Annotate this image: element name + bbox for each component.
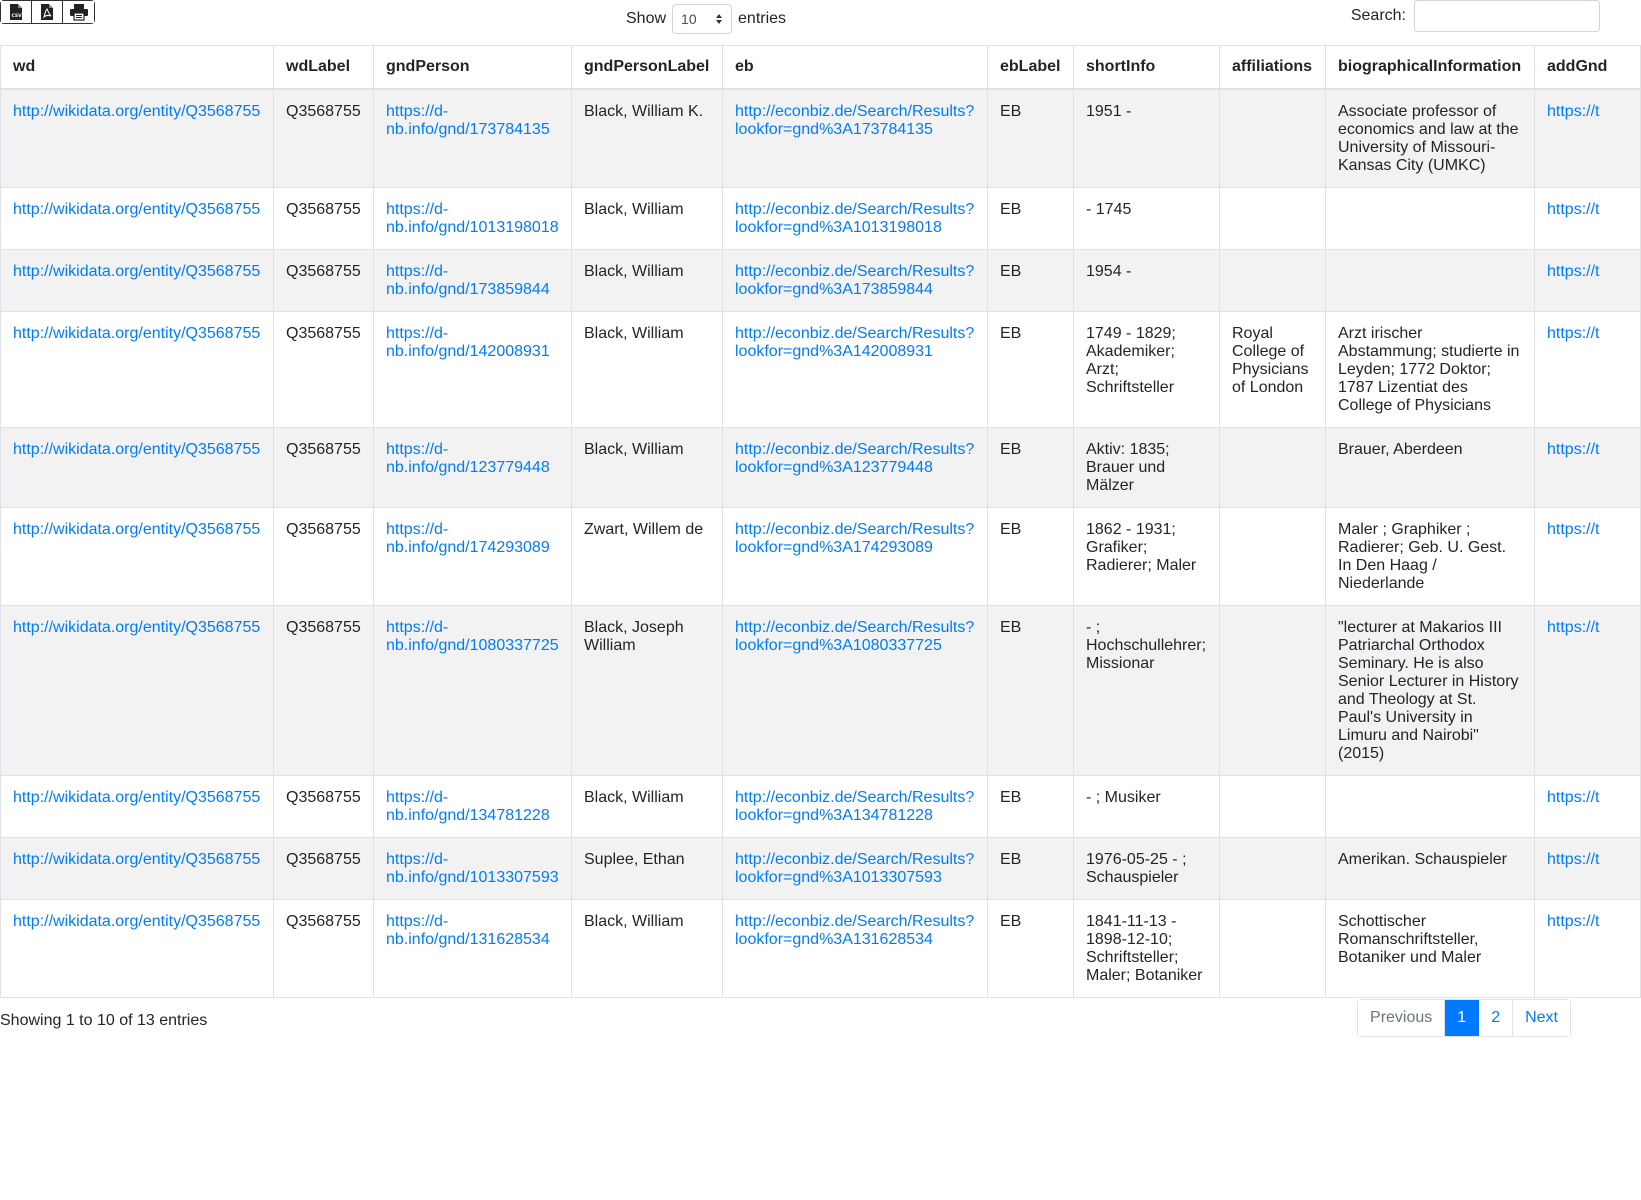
- cell-biographicalInformation: Associate professor of economics and law at the University of Missouri-Kansas City (UMKC): [1326, 89, 1535, 188]
- table-row: [1, 900, 1641, 998]
- column-header-biographicalInformation[interactable]: biographicalInformation: [1326, 46, 1535, 90]
- cell-gndPerson: [374, 250, 572, 312]
- link-addGnd[interactable]: https://t: [1547, 851, 1600, 868]
- cell-gndPersonLabel: Black, William K.: [572, 89, 723, 188]
- cell-shortInfo: 1862 - 1931; Grafiker; Radierer; Maler: [1074, 508, 1220, 606]
- column-header-addGnd[interactable]: addGnd: [1535, 46, 1641, 90]
- cell-affiliations: [1220, 428, 1326, 508]
- cell-gndPerson: [374, 838, 572, 900]
- cell-addGnd: [1535, 89, 1641, 188]
- cell-gndPersonLabel: Black, William: [572, 428, 723, 508]
- cell-gndPerson: [374, 312, 572, 428]
- link-wd[interactable]: http://wikidata.org/entity/Q3568755: [13, 263, 261, 280]
- cell-gndPersonLabel: Black, William: [572, 250, 723, 312]
- link-eb[interactable]: http://econbiz.de/Search/Results?lookfor=gnd%3A1013198018: [735, 201, 975, 236]
- link-wd[interactable]: http://wikidata.org/entity/Q3568755: [13, 619, 261, 636]
- cell-gndPersonLabel: Black, William: [572, 312, 723, 428]
- link-wd[interactable]: http://wikidata.org/entity/Q3568755: [13, 103, 261, 120]
- cell-ebLabel: EB: [988, 900, 1074, 998]
- cell-shortInfo: 1749 - 1829; Akademiker; Arzt; Schriftsteller: [1074, 312, 1220, 428]
- link-eb[interactable]: http://econbiz.de/Search/Results?lookfor=gnd%3A173859844: [735, 263, 975, 298]
- cell-addGnd: [1535, 838, 1641, 900]
- next-page-button[interactable]: Next: [1513, 1000, 1570, 1036]
- print-button[interactable]: [63, 1, 94, 23]
- link-gndPerson[interactable]: https://d-nb.info/gnd/174293089: [386, 521, 550, 556]
- print-icon: [70, 4, 88, 20]
- cell-gndPersonLabel: Black, William: [572, 900, 723, 998]
- cell-addGnd: [1535, 606, 1641, 776]
- previous-page-button[interactable]: Previous: [1358, 1000, 1445, 1036]
- link-eb[interactable]: http://econbiz.de/Search/Results?lookfor=gnd%3A123779448: [735, 441, 975, 476]
- cell-eb: [723, 900, 988, 998]
- cell-wdLabel: Q3568755: [274, 606, 374, 776]
- cell-addGnd: [1535, 188, 1641, 250]
- export-button-group: [0, 0, 95, 24]
- link-wd[interactable]: http://wikidata.org/entity/Q3568755: [13, 441, 261, 458]
- column-header-shortInfo[interactable]: shortInfo: [1074, 46, 1220, 90]
- pdf-export-button[interactable]: [32, 1, 63, 23]
- cell-wd: [1, 89, 274, 188]
- link-gndPerson[interactable]: https://d-nb.info/gnd/173784135: [386, 103, 550, 138]
- cell-shortInfo: 1841-11-13 - 1898-12-10; Schriftsteller; Maler; Botaniker: [1074, 900, 1220, 998]
- cell-eb: [723, 250, 988, 312]
- link-addGnd[interactable]: https://t: [1547, 201, 1600, 218]
- table-row: [1, 838, 1641, 900]
- svg-text:CSV: CSV: [11, 14, 22, 19]
- cell-affiliations: [1220, 838, 1326, 900]
- cell-wdLabel: Q3568755: [274, 508, 374, 606]
- csv-export-button[interactable]: [1, 1, 32, 23]
- cell-gndPerson: [374, 508, 572, 606]
- cell-wd: [1, 428, 274, 508]
- cell-ebLabel: EB: [988, 89, 1074, 188]
- cell-eb: [723, 508, 988, 606]
- pdf-file-icon: [40, 4, 54, 20]
- table-row: [1, 312, 1641, 428]
- cell-shortInfo: 1976-05-25 - ; Schauspieler: [1074, 838, 1220, 900]
- link-gndPerson[interactable]: https://d-nb.info/gnd/1013198018: [386, 201, 559, 236]
- cell-addGnd: [1535, 428, 1641, 508]
- cell-gndPersonLabel: Suplee, Ethan: [572, 838, 723, 900]
- link-wd[interactable]: http://wikidata.org/entity/Q3568755: [13, 789, 261, 806]
- link-addGnd[interactable]: https://t: [1547, 789, 1600, 806]
- cell-ebLabel: EB: [988, 312, 1074, 428]
- sort-arrows-icon: [715, 13, 723, 25]
- search-input[interactable]: [1414, 0, 1600, 32]
- cell-gndPersonLabel: Zwart, Willem de: [572, 508, 723, 606]
- cell-ebLabel: EB: [988, 250, 1074, 312]
- cell-wdLabel: Q3568755: [274, 250, 374, 312]
- cell-wd: [1, 312, 274, 428]
- cell-affiliations: [1220, 606, 1326, 776]
- table-row: [1, 508, 1641, 606]
- cell-ebLabel: EB: [988, 508, 1074, 606]
- cell-gndPerson: [374, 776, 572, 838]
- results-table-container: [0, 45, 1608, 990]
- cell-biographicalInformation: Amerikan. Schauspieler: [1326, 838, 1535, 900]
- column-header-ebLabel[interactable]: ebLabel: [988, 46, 1074, 90]
- link-eb[interactable]: http://econbiz.de/Search/Results?lookfor=gnd%3A142008931: [735, 325, 975, 360]
- link-eb[interactable]: http://econbiz.de/Search/Results?lookfor=gnd%3A131628534: [735, 913, 975, 948]
- cell-gndPerson: [374, 428, 572, 508]
- cell-wdLabel: Q3568755: [274, 900, 374, 998]
- link-wd[interactable]: http://wikidata.org/entity/Q3568755: [13, 201, 261, 218]
- cell-affiliations: [1220, 776, 1326, 838]
- table-info: Showing 1 to 10 of 13 entries: [0, 1012, 208, 1029]
- table-row: [1, 428, 1641, 508]
- cell-gndPerson: [374, 900, 572, 998]
- column-header-gndPerson[interactable]: gndPerson: [374, 46, 572, 90]
- cell-affiliations: [1220, 900, 1326, 998]
- cell-ebLabel: EB: [988, 838, 1074, 900]
- page-length-value: 10: [681, 11, 697, 27]
- link-gndPerson[interactable]: https://d-nb.info/gnd/1013307593: [386, 851, 559, 886]
- search-label: Search:: [1350, 7, 1406, 24]
- cell-affiliations: [1220, 89, 1326, 188]
- cell-gndPerson: [374, 188, 572, 250]
- cell-biographicalInformation: [1326, 188, 1535, 250]
- cell-eb: [723, 606, 988, 776]
- link-wd[interactable]: http://wikidata.org/entity/Q3568755: [13, 521, 261, 538]
- cell-gndPersonLabel: Black, William: [572, 188, 723, 250]
- cell-wdLabel: Q3568755: [274, 776, 374, 838]
- cell-addGnd: [1535, 776, 1641, 838]
- link-gndPerson[interactable]: https://d-nb.info/gnd/142008931: [386, 325, 550, 360]
- length-suffix: entries: [738, 10, 787, 27]
- cell-gndPerson: [374, 606, 572, 776]
- cell-shortInfo: Aktiv: 1835; Brauer und Mälzer: [1074, 428, 1220, 508]
- cell-gndPerson: [374, 89, 572, 188]
- link-addGnd[interactable]: https://t: [1547, 263, 1600, 280]
- cell-affiliations: Royal College of Physicians of London: [1220, 312, 1326, 428]
- link-gndPerson[interactable]: https://d-nb.info/gnd/134781228: [386, 789, 550, 824]
- cell-affiliations: [1220, 250, 1326, 312]
- cell-wdLabel: Q3568755: [274, 312, 374, 428]
- search-control: [1351, 0, 1600, 32]
- cell-ebLabel: EB: [988, 428, 1074, 508]
- table-row: [1, 89, 1641, 188]
- cell-biographicalInformation: Arzt irischer Abstammung; studierte in Leyden; 1772 Doktor; 1787 Lizentiat des College of Physicians: [1326, 312, 1535, 428]
- cell-wd: [1, 250, 274, 312]
- cell-biographicalInformation: Schottischer Romanschriftsteller, Botaniker und Maler: [1326, 900, 1535, 998]
- page-button-1[interactable]: 1: [1445, 1000, 1479, 1036]
- cell-eb: [723, 428, 988, 508]
- cell-wd: [1, 776, 274, 838]
- table-header-row: [1, 46, 1641, 90]
- cell-wd: [1, 188, 274, 250]
- table-row: [1, 606, 1641, 776]
- link-gndPerson[interactable]: https://d-nb.info/gnd/173859844: [386, 263, 550, 298]
- cell-eb: [723, 188, 988, 250]
- link-eb[interactable]: http://econbiz.de/Search/Results?lookfor=gnd%3A1080337725: [735, 619, 975, 654]
- cell-shortInfo: - ; Musiker: [1074, 776, 1220, 838]
- cell-addGnd: [1535, 312, 1641, 428]
- cell-eb: [723, 89, 988, 188]
- column-header-affiliations[interactable]: affiliations: [1220, 46, 1326, 90]
- cell-shortInfo: 1954 -: [1074, 250, 1220, 312]
- page-length-select[interactable]: [672, 4, 732, 34]
- link-addGnd[interactable]: https://t: [1547, 521, 1600, 538]
- cell-affiliations: [1220, 508, 1326, 606]
- cell-biographicalInformation: [1326, 250, 1535, 312]
- pagination: [1357, 999, 1571, 1037]
- link-addGnd[interactable]: https://t: [1547, 103, 1600, 120]
- link-addGnd[interactable]: https://t: [1547, 913, 1600, 930]
- page-length-control: [626, 4, 786, 34]
- cell-shortInfo: 1951 -: [1074, 89, 1220, 188]
- column-header-eb[interactable]: eb: [723, 46, 988, 90]
- link-gndPerson[interactable]: https://d-nb.info/gnd/123779448: [386, 441, 550, 476]
- table-row: [1, 776, 1641, 838]
- table-body: [1, 89, 1641, 998]
- cell-addGnd: [1535, 250, 1641, 312]
- link-addGnd[interactable]: https://t: [1547, 325, 1600, 342]
- link-wd[interactable]: http://wikidata.org/entity/Q3568755: [13, 851, 261, 868]
- cell-wdLabel: Q3568755: [274, 428, 374, 508]
- cell-wd: [1, 508, 274, 606]
- cell-wd: [1, 606, 274, 776]
- results-table: [0, 45, 1641, 998]
- table-row: [1, 188, 1641, 250]
- link-gndPerson[interactable]: https://d-nb.info/gnd/1080337725: [386, 619, 559, 654]
- cell-wdLabel: Q3568755: [274, 188, 374, 250]
- length-prefix: Show: [626, 10, 667, 27]
- cell-addGnd: [1535, 508, 1641, 606]
- cell-eb: [723, 838, 988, 900]
- page-button-2[interactable]: 2: [1479, 1000, 1513, 1036]
- cell-eb: [723, 776, 988, 838]
- link-wd[interactable]: http://wikidata.org/entity/Q3568755: [13, 913, 261, 930]
- cell-shortInfo: - 1745: [1074, 188, 1220, 250]
- cell-biographicalInformation: Brauer, Aberdeen: [1326, 428, 1535, 508]
- link-wd[interactable]: http://wikidata.org/entity/Q3568755: [13, 325, 261, 342]
- cell-biographicalInformation: Maler ; Graphiker ; Radierer; Geb. U. Gest. In Den Haag / Niederlande: [1326, 508, 1535, 606]
- cell-ebLabel: EB: [988, 188, 1074, 250]
- link-addGnd[interactable]: https://t: [1547, 441, 1600, 458]
- csv-file-icon: [9, 4, 23, 20]
- link-eb[interactable]: http://econbiz.de/Search/Results?lookfor=gnd%3A1013307593: [735, 851, 975, 886]
- cell-gndPersonLabel: Black, Joseph William: [572, 606, 723, 776]
- column-header-wdLabel[interactable]: wdLabel: [274, 46, 374, 90]
- cell-gndPersonLabel: Black, William: [572, 776, 723, 838]
- cell-wdLabel: Q3568755: [274, 89, 374, 188]
- cell-biographicalInformation: "lecturer at Makarios III Patriarchal Orthodox Seminary. He is also Senior Lecturer in History and Theology at St. Paul's University in Limuru and Nairobi" (2015): [1326, 606, 1535, 776]
- column-header-gndPersonLabel[interactable]: gndPersonLabel: [572, 46, 723, 90]
- cell-wdLabel: Q3568755: [274, 838, 374, 900]
- cell-biographicalInformation: [1326, 776, 1535, 838]
- cell-ebLabel: EB: [988, 776, 1074, 838]
- link-eb[interactable]: http://econbiz.de/Search/Results?lookfor=gnd%3A173784135: [735, 103, 975, 138]
- link-eb[interactable]: http://econbiz.de/Search/Results?lookfor=gnd%3A174293089: [735, 521, 975, 556]
- table-row: [1, 250, 1641, 312]
- cell-addGnd: [1535, 900, 1641, 998]
- link-eb[interactable]: http://econbiz.de/Search/Results?lookfor=gnd%3A134781228: [735, 789, 975, 824]
- link-gndPerson[interactable]: https://d-nb.info/gnd/131628534: [386, 913, 550, 948]
- cell-affiliations: [1220, 188, 1326, 250]
- cell-shortInfo: - ; Hochschullehrer; Missionar: [1074, 606, 1220, 776]
- link-addGnd[interactable]: https://t: [1547, 619, 1600, 636]
- cell-wd: [1, 838, 274, 900]
- cell-ebLabel: EB: [988, 606, 1074, 776]
- cell-wd: [1, 900, 274, 998]
- cell-eb: [723, 312, 988, 428]
- column-header-wd[interactable]: wd: [1, 46, 274, 90]
